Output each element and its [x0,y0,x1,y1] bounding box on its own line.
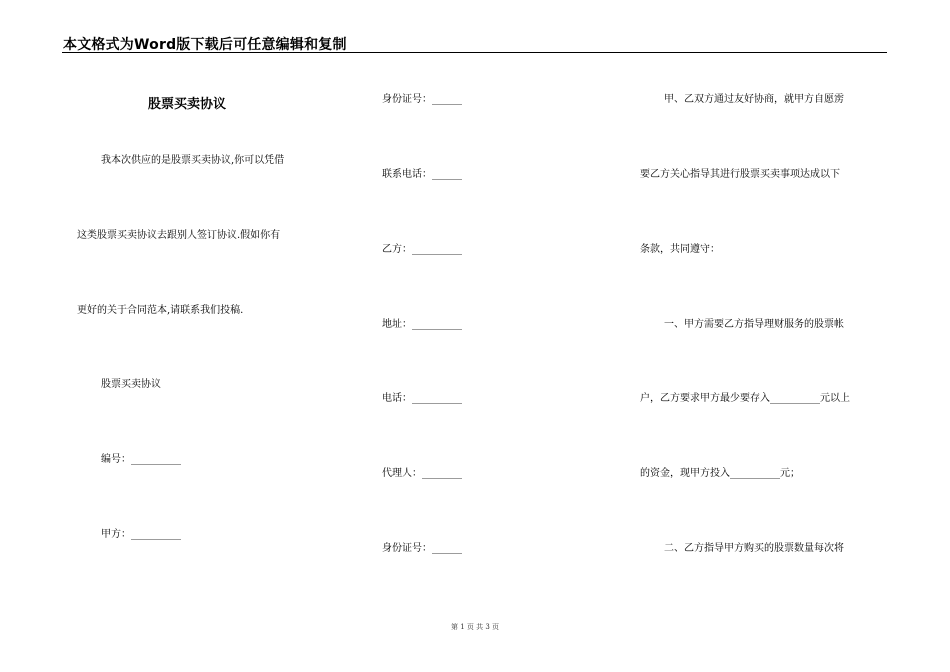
field-contact-phone: 联系电话：______ [382,169,462,180]
field-agent-id-number: 身份证号：______ [382,543,462,554]
paragraph-line: 户，乙方要求甲方最少要存入__________元以上 [640,393,850,404]
field-address: 地址：__________ [382,319,462,330]
paragraph-line: 更好的关于合同范本,请联系我们投稿. [77,305,244,316]
header-divider [62,52,887,53]
paragraph-line: 一、甲方需要乙方指导理财服务的股票帐 [664,319,844,330]
field-party-a: 甲方：__________ [101,529,181,540]
paragraph-line: 要乙方关心指导其进行股票买卖事项达成以下 [640,169,840,180]
paragraph-line: 甲、乙双方通过友好协商，就甲方自愿雳 [664,94,844,105]
page-number: 第 1 页 共 3 页 [450,623,500,631]
field-phone: 电话：__________ [382,393,462,404]
field-agent: 代理人：________ [382,468,462,479]
document-title: 股票买卖协议 [148,97,227,112]
document-header-title: 本文格式为Word版下载后可任意编辑和复制 [63,37,347,53]
contract-name: 股票买卖协议 [101,379,161,390]
paragraph-line: 的资金，现甲方投入__________元； [640,468,800,479]
field-contract-number: 编号：__________ [101,454,181,465]
paragraph-line: 条款，共同遵守： [640,244,720,255]
field-id-number: 身份证号：______ [382,94,462,105]
paragraph-line: 二、乙方指导甲方购买的股票数量每次将 [664,543,844,554]
paragraph-line: 这类股票买卖协议去跟别人签订协议.假如你有 [77,230,281,241]
paragraph-line: 我本次供应的是股票买卖协议,你可以凭借 [101,155,285,166]
field-party-b: 乙方：__________ [382,244,462,255]
